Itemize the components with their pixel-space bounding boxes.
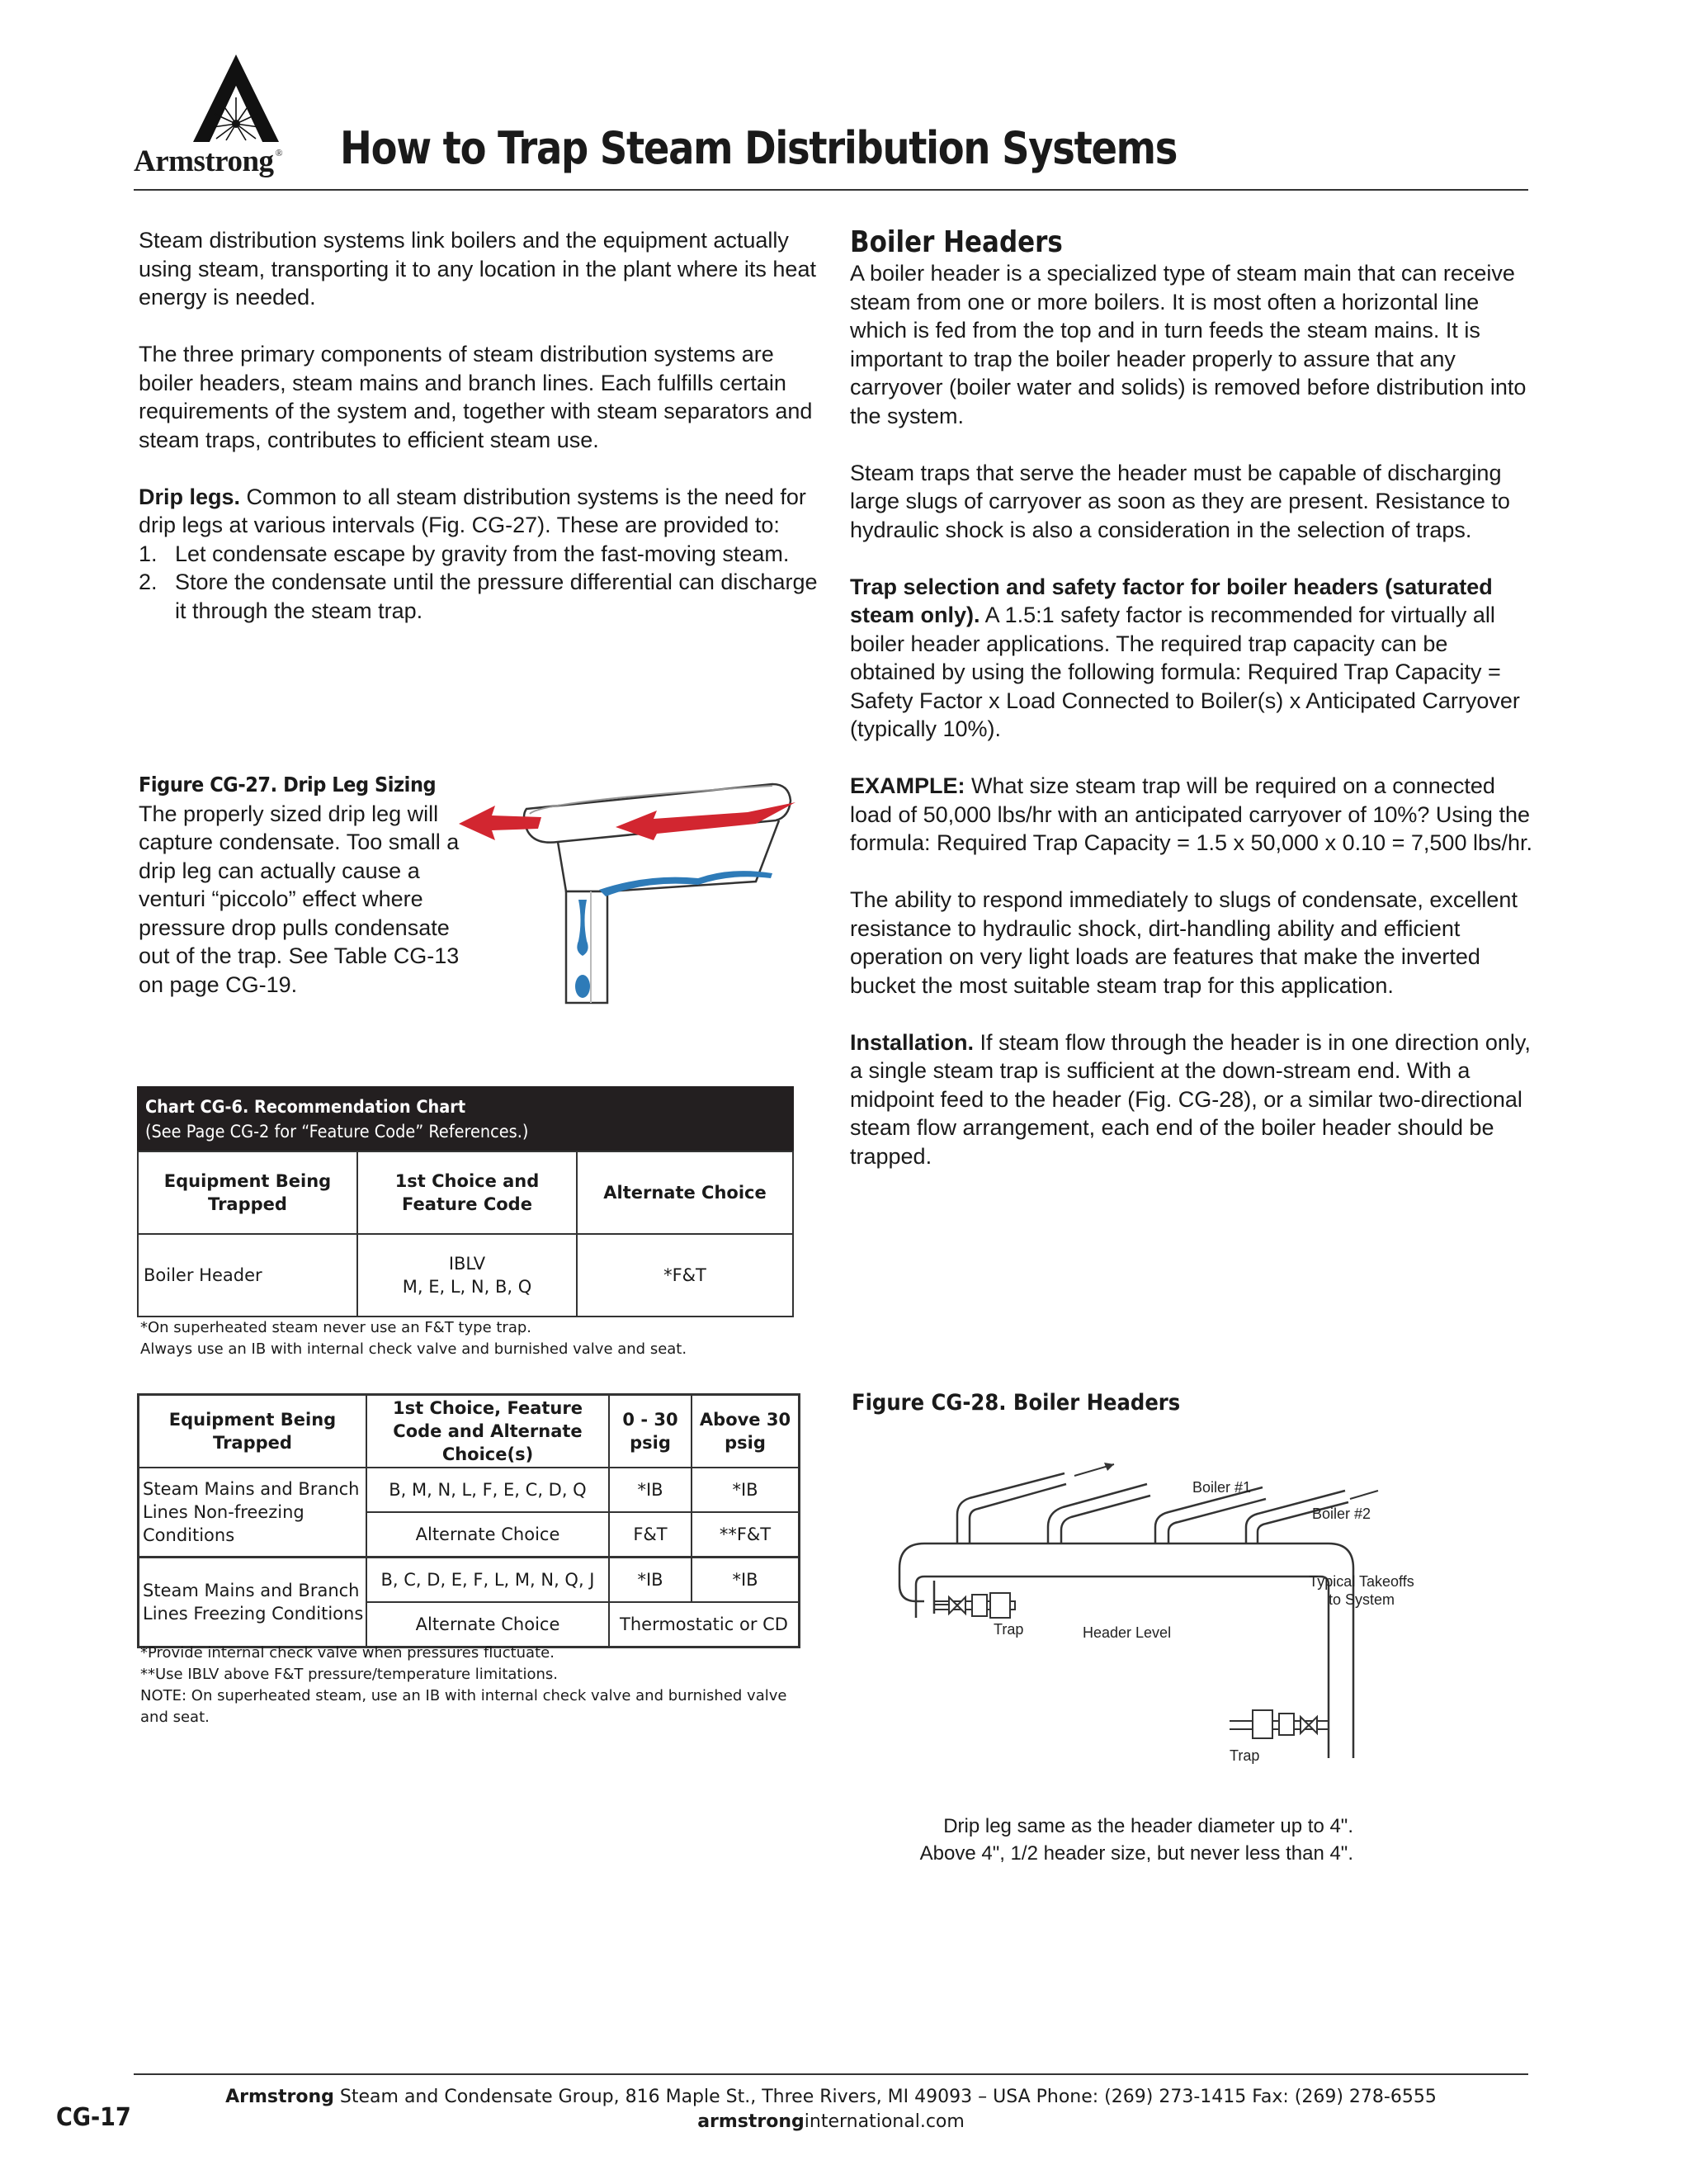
- recommendation-chart: [137, 1086, 794, 1317]
- drip-legs-list: [139, 540, 824, 626]
- list-item: 2. Store the condensate until the pressure differential can discharge it through the steam trap.: [139, 570, 818, 623]
- takeoffs-label-line1: Typical Takeoffs: [1309, 1573, 1414, 1590]
- page-title: How to Trap Steam Distribution Systems: [340, 122, 1178, 174]
- ability-paragraph: The ability to respond immediately to slugs of condensate, excellent resistance to hydraulic shock, dirt-handling ability and efficient operation on very light loads are features that make the inverted bucket the most suitable steam trap for this application.: [850, 887, 1518, 998]
- table-cell: B, M, N, L, F, E, C, D, Q: [366, 1468, 609, 1512]
- table-row: [138, 1234, 793, 1317]
- right-column: [850, 226, 1535, 1170]
- steam-traps-paragraph: Steam traps that serve the header must be capable of discharging large slugs of carryover as soon as they are present. Resistance to hydraulic shock is also a consideration in the selection of traps.: [850, 460, 1510, 542]
- table-cell: *IB: [609, 1468, 692, 1512]
- boiler-header-paragraph: A boiler header is a specialized type of steam main that can receive steam from one or more boilers. It is most often a horizontal line which is fed from the top and in turn feeds the steam mains. It is important to trap the boiler header properly to assure that any carryover (boiler water and solids) is removed before distribution into the system.: [850, 261, 1527, 428]
- installation-paragraph: Installation. If steam flow through the header is in one direction only, a single steam trap is sufficient at the down-stream end. With a midpoint feed to the header (Fig. CG-28), or a similar two-directional steam flow arrangement, each end of the boiler header should be trapped.: [850, 1029, 1531, 1169]
- table-cell: *F&T: [577, 1234, 793, 1317]
- brand-name: Armstrong ®: [134, 144, 283, 178]
- footer-address: Armstrong Steam and Condensate Group, 816 Maple St., Three Rivers, MI 49093 – USA Phone: (269) 273-1415 Fax: (269) 278-6555 armstronginternational.com: [134, 2085, 1528, 2134]
- table-cell: F&T: [609, 1512, 692, 1558]
- list-item: 1. Let condensate escape by gravity from the fast-moving steam.: [139, 541, 790, 566]
- table-footnote: *Provide internal check valve when pressures fluctuate. **Use IBLV above F&T pressure/temperature limitations. NOTE: On superheated steam, use an IB with internal check valve and burnished valve and seat.: [140, 1644, 787, 1726]
- chart-header: [137, 1086, 794, 1151]
- example-paragraph: EXAMPLE: What size steam trap will be required on a connected load of 50,000 lbs/hr with an anticipated carryover of 10%? Using the formula: Required Trap Capacity = 1.5 x 50,000 x 0.10 = 7,500 lbs/hr.: [850, 773, 1532, 855]
- components-paragraph: The three primary components of steam distribution systems are boiler headers, steam mains and branch lines. Each fulfills certain requirements of the system and, together with steam separators and steam traps, contributes to efficient steam use.: [139, 342, 813, 452]
- column-header: 0 - 30 psig: [609, 1395, 692, 1468]
- boiler-header-diagram: [866, 1436, 1461, 1783]
- section-title: Boiler Headers: [850, 225, 1063, 259]
- boiler2-label: Boiler #2: [1312, 1506, 1371, 1522]
- column-header: Above 30 psig: [692, 1395, 800, 1468]
- column-header: Equipment Being Trapped: [138, 1151, 357, 1234]
- figure-cg27-caption: [139, 771, 469, 999]
- drip-legs-lead: Drip legs.: [139, 484, 241, 509]
- column-header: Equipment Being Trapped: [139, 1395, 367, 1468]
- table-row: [139, 1558, 800, 1603]
- column-header: 1st Choice and Feature Code: [357, 1151, 577, 1234]
- figure-cg28-note: Drip leg same as the header diameter up to 4". Above 4", 1/2 header size, but never less than 4".: [919, 1815, 1353, 1865]
- footer-website[interactable]: armstronginternational.com: [697, 2111, 965, 2132]
- drip-legs-text: Common to all steam distribution systems is the need for drip legs at various intervals (Fig. CG-27). These are provided to:: [139, 484, 806, 537]
- safety-factor-paragraph: Trap selection and safety factor for boiler headers (saturated steam only). A 1.5:1 safety factor is recommended for virtually all boiler header applications. The required trap capacity can be obtained by using the following formula: Required Trap Capacity = Safety Factor x Load Connected to Boiler(s) x Anticipated Carryover (typically 10%).: [850, 574, 1520, 741]
- table-cell: Alternate Choice: [366, 1512, 609, 1558]
- footer-divider: [134, 2073, 1528, 2075]
- left-column: [139, 226, 824, 625]
- table-cell: *IB: [609, 1558, 692, 1603]
- drip-legs-paragraph: [139, 483, 824, 540]
- chart-footnote: *On superheated steam never use an F&T type trap. Always use an IB with internal check valve and burnished valve and seat.: [140, 1319, 687, 1358]
- right-trap-label: Trap: [1230, 1747, 1260, 1764]
- table-cell: Steam Mains and Branch Lines Freezing Conditions: [139, 1558, 367, 1647]
- figure-cg27-text: The properly sized drip leg will capture condensate. Too small a drip leg can actually cause a venturi “piccolo” effect where pressure drop pulls condensate out of the trap. See Table CG-13 on page CG-19.: [139, 801, 460, 997]
- takeoffs-label-line2: to System: [1328, 1591, 1395, 1608]
- page-number: CG-17: [56, 2103, 131, 2132]
- table-cell: **F&T: [692, 1512, 800, 1558]
- chart-subtitle: (See Page CG-2 for “Feature Code” References.): [145, 1122, 529, 1142]
- table-cell: *IB: [692, 1558, 800, 1603]
- table-cell: Alternate Choice: [366, 1602, 609, 1647]
- steam-mains-table: [137, 1393, 800, 1648]
- boiler1-label: Boiler #1: [1192, 1479, 1252, 1496]
- figure-cg27-title: Figure CG-27. Drip Leg Sizing: [139, 773, 437, 797]
- column-header: Alternate Choice: [577, 1151, 793, 1234]
- left-trap-label: Trap: [994, 1621, 1024, 1638]
- header-divider: [134, 189, 1528, 191]
- figure-cg28-title: Figure CG-28. Boiler Headers: [852, 1390, 1181, 1416]
- recommendation-table: [137, 1151, 794, 1317]
- header-level-label: Header Level: [1083, 1624, 1172, 1641]
- table-cell: B, C, D, E, F, L, M, N, Q, J: [366, 1558, 609, 1603]
- chart-title: Chart CG-6. Recommendation Chart: [145, 1097, 466, 1117]
- intro-paragraph: Steam distribution systems link boilers and the equipment actually using steam, transporting it to any location in the plant where its heat energy is needed.: [139, 228, 816, 310]
- table-cell: Thermostatic or CD: [609, 1602, 800, 1647]
- drip-leg-illustration: [459, 776, 822, 1015]
- table-cell: IBLV M, E, L, N, B, Q: [357, 1234, 577, 1317]
- table-cell: *IB: [692, 1468, 800, 1512]
- table-cell: Steam Mains and Branch Lines Non-freezing Conditions: [139, 1468, 367, 1558]
- table-cell: Boiler Header: [138, 1234, 357, 1317]
- table-row: [139, 1468, 800, 1512]
- column-header: 1st Choice, Feature Code and Alternate Choice(s): [366, 1395, 609, 1468]
